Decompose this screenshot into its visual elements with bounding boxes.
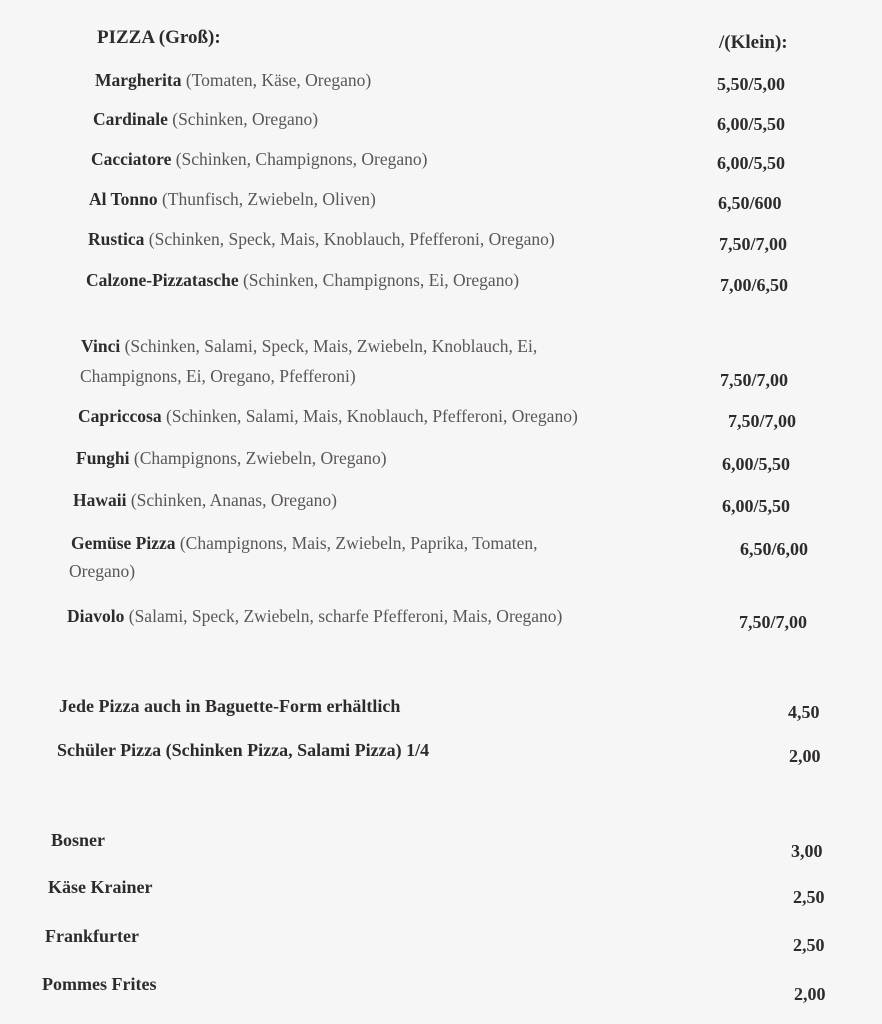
item-desc: (Thunfisch, Zwiebeln, Oliven) [161,189,376,209]
item-name: Gemüse Pizza [71,533,176,553]
snack-item: Pommes Frites [42,974,157,994]
item-desc: (Schinken, Ananas, Oregano) [130,490,337,510]
menu-item [73,490,337,511]
item-desc: (Tomaten, Käse, Oregano) [185,70,372,90]
item-desc: (Schinken, Champignons, Oregano) [175,149,428,169]
item-price: 7,50/7,00 [739,612,808,632]
item-price: 6,00/5,50 [717,114,786,134]
item-desc: (Schinken, Speck, Mais, Knoblauch, Pfefferoni, Oregano) [148,229,555,249]
item-desc: (Salami, Speck, Zwiebeln, scharfe Pfefferoni, Mais, Oregano) [128,606,563,626]
item-name: Capriccosa [78,406,162,426]
snack-item: Käse Krainer [48,877,153,897]
menu-item [81,336,537,357]
menu-item [89,189,376,210]
item-desc: (Champignons, Zwiebeln, Oregano) [133,448,387,468]
item-name: Vinci [81,336,121,356]
special-item: Jede Pizza auch in Baguette-Form erhältlich [59,696,401,716]
special-price: 4,50 [788,702,820,722]
item-name: Al Tonno [89,189,158,209]
snack-price: 2,50 [793,887,825,907]
snack-item: Frankfurter [45,926,139,946]
item-desc: (Schinken, Salami, Mais, Knoblauch, Pfefferoni, Oregano) [165,406,578,426]
item-price: 5,50/5,00 [717,74,786,94]
menu-item [76,448,387,469]
snack-item: Bosner [51,830,105,850]
special-price: 2,00 [789,746,821,766]
item-price: 6,00/5,50 [722,454,791,474]
item-price: 6,50/600 [718,193,782,213]
special-item: Schüler Pizza (Schinken Pizza, Salami Pizza) 1/4 [57,740,430,760]
menu-title: PIZZA (Groß): [97,27,221,48]
menu-item [93,109,318,130]
menu-item [86,270,519,291]
item-name: Cacciatore [91,149,172,169]
item-name: Hawaii [73,490,127,510]
item-price: 7,50/7,00 [719,234,788,254]
snack-price: 3,00 [791,841,823,861]
menu-item [88,229,555,250]
item-name: Margherita [95,70,182,90]
item-price: 6,50/6,00 [740,539,809,559]
menu-item [91,149,427,170]
item-price: 6,00/5,50 [717,153,786,173]
item-name: Cardinale [93,109,168,129]
item-desc-continued: Oregano) [69,561,136,581]
item-desc: (Schinken, Oregano) [172,109,319,129]
item-price: 6,00/5,50 [722,496,791,516]
item-name: Diavolo [67,606,125,626]
item-price: 7,50/7,00 [728,411,797,431]
snack-price: 2,00 [794,984,826,1004]
item-desc: (Champignons, Mais, Zwiebeln, Paprika, Tomaten, [179,533,538,553]
item-name: Rustica [88,229,145,249]
item-price: 7,00/6,50 [720,275,789,295]
item-desc-continued: Champignons, Ei, Oregano, Pfefferoni) [80,366,356,386]
item-name: Funghi [76,448,130,468]
snack-price: 2,50 [793,935,825,955]
menu-item [67,606,562,627]
size-label: /(Klein): [719,32,788,53]
menu-item [71,533,538,554]
item-name: Calzone-Pizzatasche [86,270,239,290]
menu-item [78,406,578,427]
menu-item [95,70,371,91]
item-desc: (Schinken, Champignons, Ei, Oregano) [242,270,520,290]
item-price: 7,50/7,00 [720,370,789,390]
item-desc: (Schinken, Salami, Speck, Mais, Zwiebeln, Knoblauch, Ei, [124,336,538,356]
